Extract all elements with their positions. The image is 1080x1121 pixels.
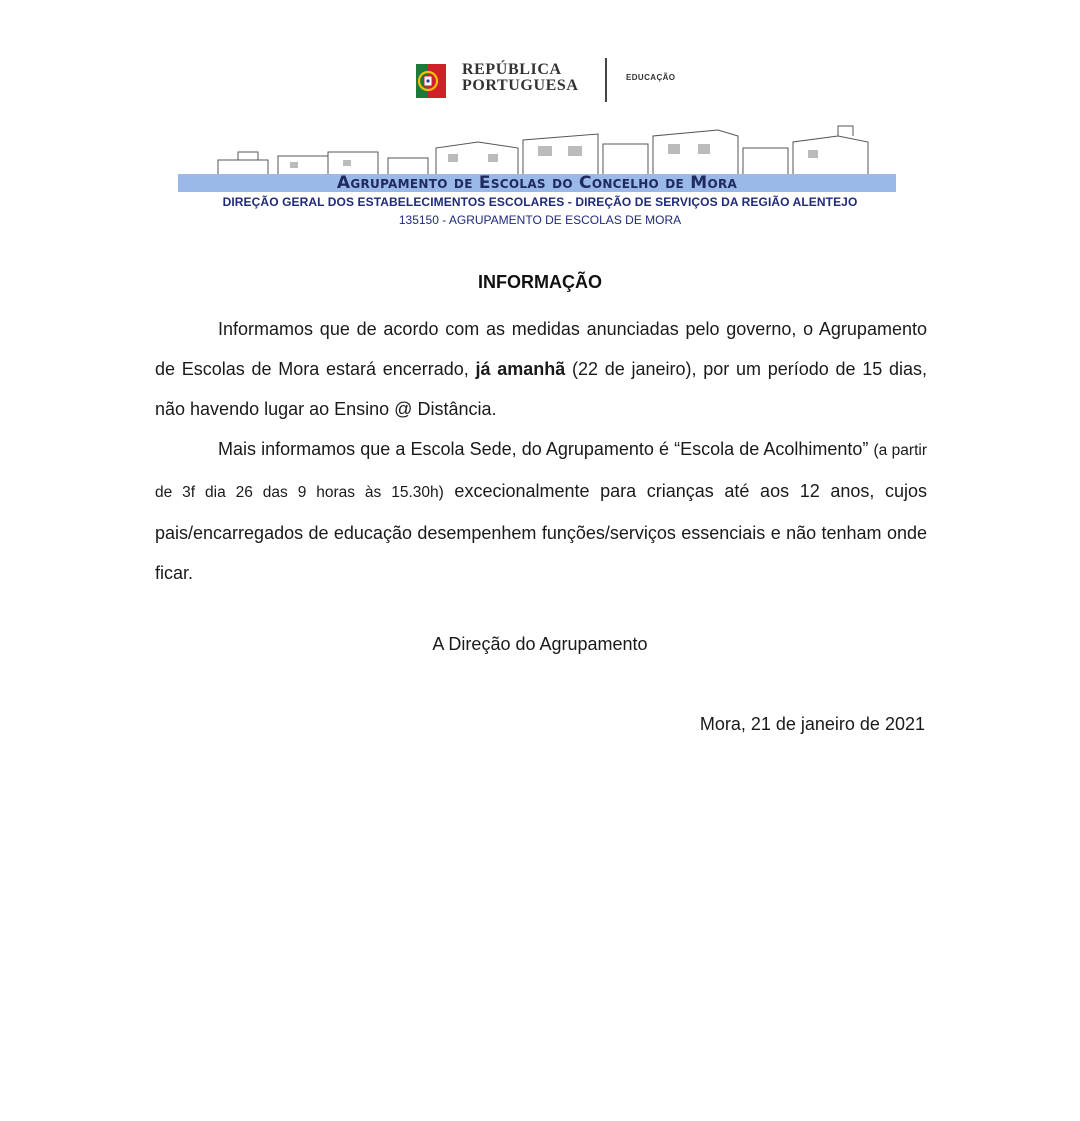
document-date: Mora, 21 de janeiro de 2021 xyxy=(699,714,925,734)
gov-name-line1: REPÚBLICA xyxy=(462,61,562,78)
paragraph-host-school xyxy=(155,429,927,593)
subtitle-direction: DIREÇÃO GERAL DOS ESTABELECIMENTOS ESCOLARES - DIREÇÃO DE SERVIÇOS DA REGIÃO ALENTEJO xyxy=(222,195,858,209)
gov-name-line2: PORTUGUESA xyxy=(462,77,579,94)
document-heading: INFORMAÇÃO xyxy=(478,272,602,292)
paragraph-host-school-schedule: (a partir de 3f dia 26 das 9 horas às 15.30h) xyxy=(155,442,927,501)
logo-divider xyxy=(605,58,607,102)
portuguese-coat-of-arms-icon xyxy=(416,58,446,102)
signature: A Direção do Agrupamento xyxy=(432,634,648,654)
school-banner-title: Agrupamento de Escolas do Concelho de Mora xyxy=(336,173,738,193)
gov-name xyxy=(462,62,579,94)
ministry-label: EDUCAÇÃO xyxy=(626,73,676,82)
paragraph-closure-emphasis: já amanhã xyxy=(475,359,566,379)
school-banner xyxy=(178,122,896,194)
paragraph-closure-text-end: (22 de janeiro), por um período de 15 dias, não havendo lugar ao Ensino @ Distância. xyxy=(155,359,927,419)
paragraph-host-school-text-end: excecionalmente para crianças até aos 12 anos, cujos pais/encarregados de educação desempenhem funções/serviços essenciais e não tenham onde ficar. xyxy=(155,481,927,583)
paragraph-closure xyxy=(155,309,927,429)
paragraph-host-school-text: Mais informamos que a Escola Sede, do Agrupamento é “Escola de Acolhimento” xyxy=(218,439,874,459)
document-body xyxy=(155,309,927,593)
subtitle-school-code: 135150 - AGRUPAMENTO DE ESCOLAS DE MORA xyxy=(398,213,682,227)
paragraph-closure-text: Informamos que de acordo com as medidas anunciadas pelo governo, o Agrupamento de Escolas de Mora estará encerrado, xyxy=(155,319,927,379)
republica-portuguesa-logo xyxy=(412,54,680,106)
